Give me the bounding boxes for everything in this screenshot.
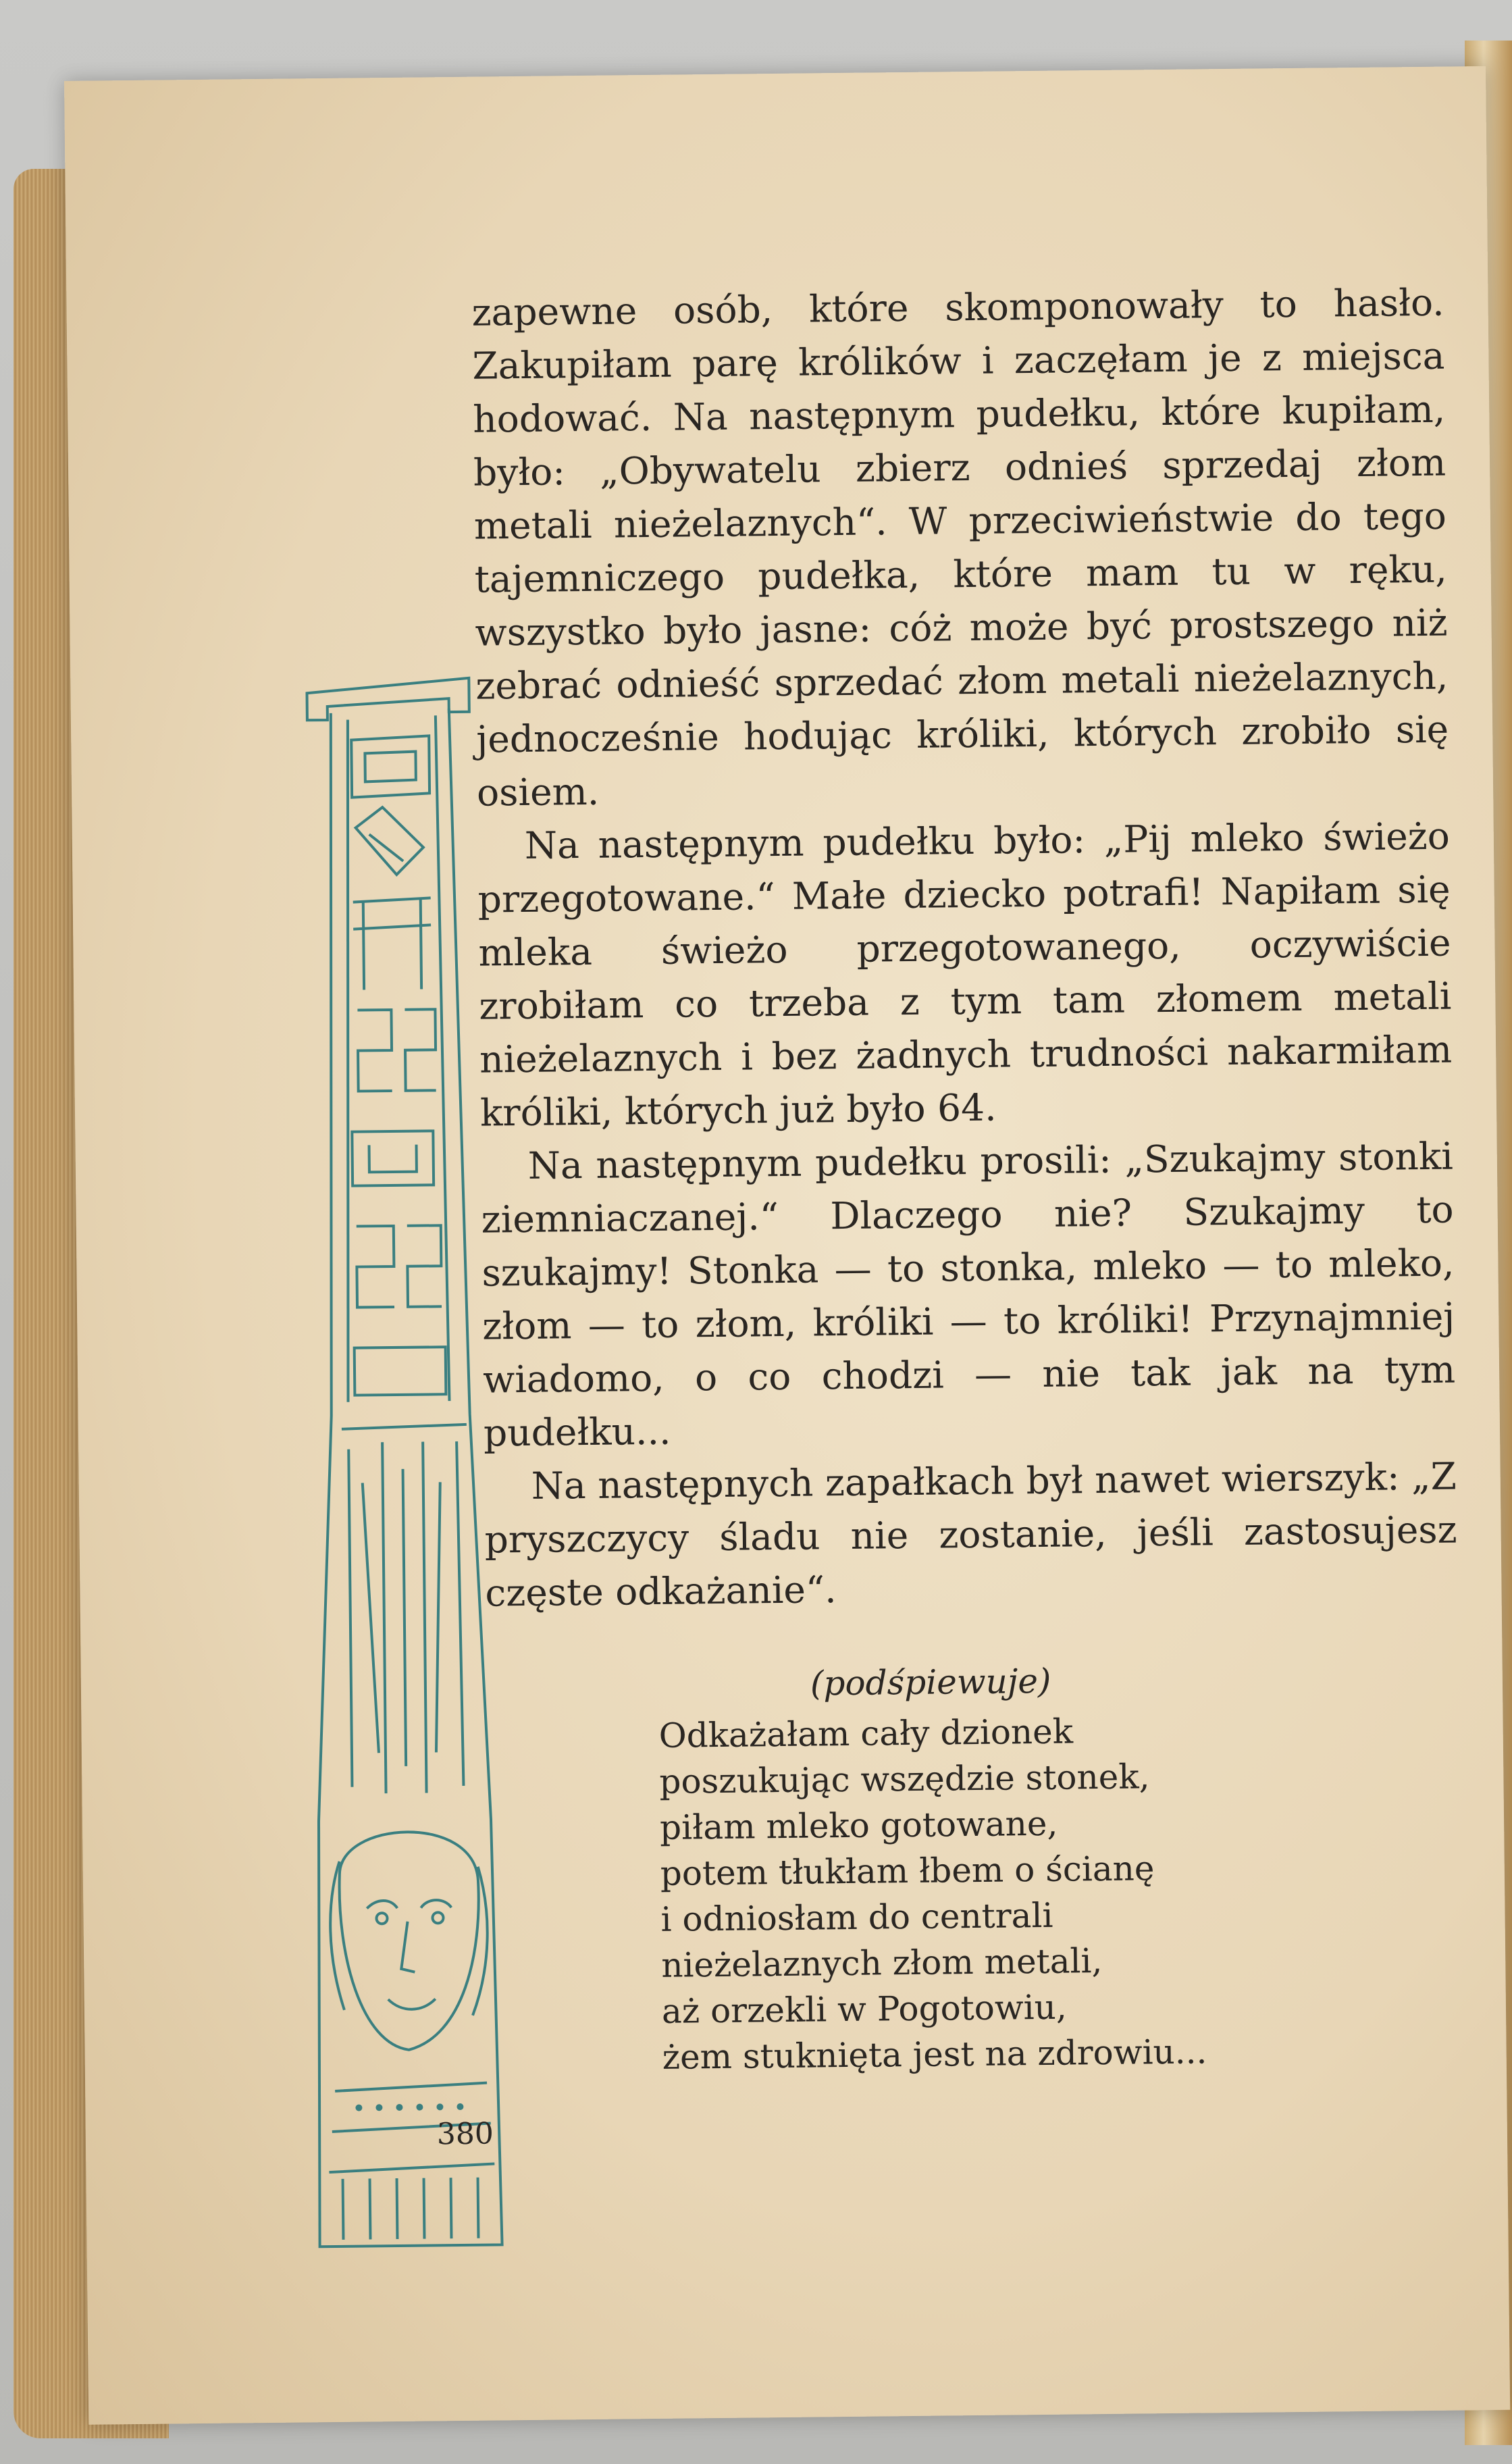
body-text — [471, 276, 1458, 1620]
stage-direction: (podśpiewuje) — [810, 1661, 1051, 1703]
verse-line: potem tłukłam łbem o ścianę — [660, 1849, 1155, 1893]
page-number: 380 — [436, 2116, 494, 2152]
paragraph-4: Na następnych zapałkach był nawet wierszyk: „Z pryszczycy śladu nie zostanie, jeśli zastosujesz częste odkażanie“. — [484, 1454, 1457, 1615]
verse-line: nieżelaznych złom metali, — [660, 1941, 1103, 1985]
paragraph-3: Na następnym pudełku prosili: „Szukajmy stonki ziemniaczanej.“ Dlaczego nie? Szukajmy to szukajmy! Stonka — to stonka, mleko — to mleko, złom — to złom, króliki — to króliki! Przynajmniej wiadomo, o co chodzi — nie tak jak na tym pudełku... — [481, 1134, 1456, 1455]
verse-line: aż orzekli w Pogotowiu, — [661, 1987, 1068, 2031]
verse-line: żem stuknięta jest na zdrowiu... — [662, 2032, 1207, 2077]
verse-line: Odkażałam cały dzionek — [658, 1712, 1074, 1755]
decorative-figure-illustration — [300, 671, 506, 2267]
paragraph-2: Na następnym pudełku było: „Pij mleko świeżo przegotowane.“ Małe dziecko potrafi! Napiłam się mleka świeżo przegotowanego, oczywiście zrobiłam co trzeba z tym tam złomem metali nieżelaznych i bez żadnych trudności nakarmiłam króliki, których już było 64. — [477, 814, 1453, 1135]
verse-line: piłam mleko gotowane, — [659, 1803, 1058, 1847]
book-page — [64, 66, 1510, 2425]
song-verse — [658, 1707, 1207, 2080]
verse-line: poszukując wszędzie stonek, — [659, 1757, 1150, 1801]
paragraph-1: zapewne osób, które skomponowały to hasło. Zakupiłam parę królików i zaczęłam je z miejsca hodować. Na następnym pudełku, które kupiłam, było: „Obywatelu zbierz odnieś sprzedaj złom metali nieżelaznych“. W przeciwieństwie do tego tajemniczego pudełka, które mam tu w ręku, wszystko było jasne: cóż może być prostszego niż zebrać odnieść sprzedać złom metali nieżelaznych, jednocześnie hodując króliki, których zrobiło się osiem. — [471, 280, 1449, 815]
verse-line: i odniosłam do centrali — [660, 1895, 1053, 1939]
